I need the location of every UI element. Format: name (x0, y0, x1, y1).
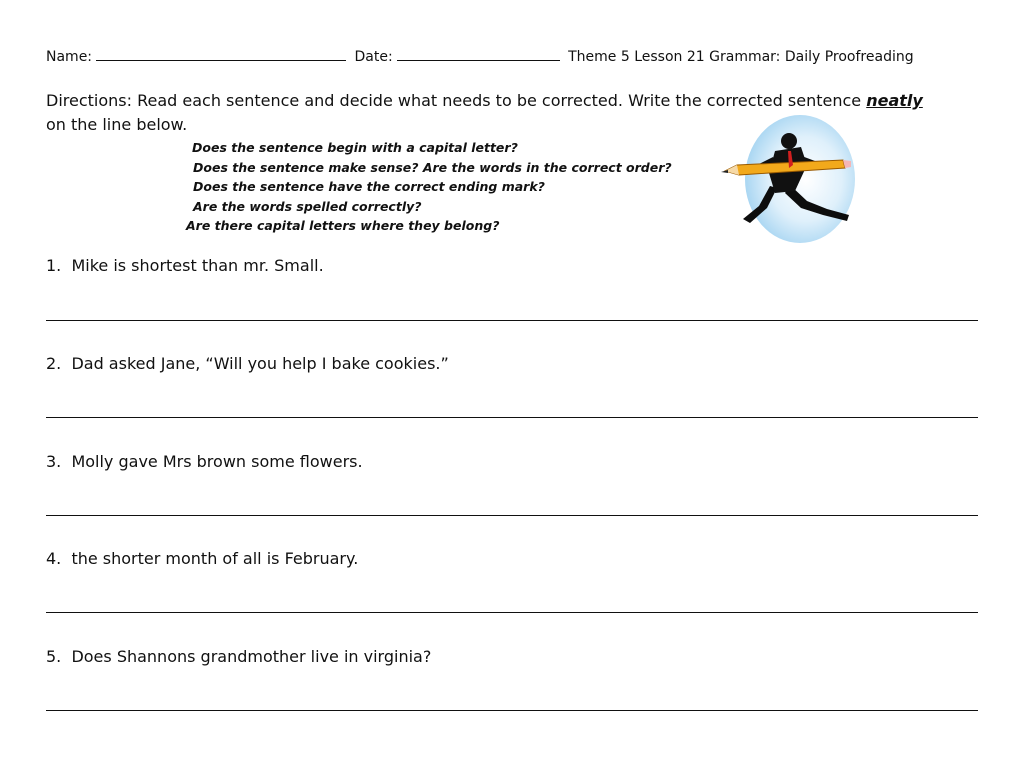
date-label: Date: (354, 49, 393, 65)
answer-line-3[interactable] (46, 515, 978, 516)
question-number: 3. (46, 452, 62, 471)
checklist-item: Are there capital letters where they belong? (186, 218, 500, 233)
proofreading-checklist (186, 138, 672, 236)
question-4 (46, 549, 358, 568)
question-number: 4. (46, 549, 62, 568)
question-2 (46, 354, 449, 373)
running-man-with-pencil-icon (715, 113, 860, 248)
question-text: Dad asked Jane, “Will you help I bake cookies.” (71, 354, 449, 373)
question-text: Mike is shortest than mr. Small. (71, 256, 324, 275)
answer-line-5[interactable] (46, 710, 978, 711)
checklist-item: Does the sentence begin with a capital letter? (192, 140, 518, 155)
checklist-item: Does the sentence make sense? Are the words in the correct order? (193, 159, 672, 175)
question-number: 2. (46, 354, 62, 373)
question-number: 5. (46, 647, 62, 666)
answer-line-4[interactable] (46, 612, 978, 613)
date-blank-line[interactable] (397, 46, 560, 61)
question-number: 1. (46, 256, 62, 275)
question-text: Molly gave Mrs brown some flowers. (71, 452, 363, 471)
worksheet-header (46, 46, 914, 65)
directions-text-end: on the line below. (46, 115, 188, 134)
worksheet-title: Theme 5 Lesson 21 Grammar: Daily Proofreading (568, 49, 914, 65)
question-text: the shorter month of all is February. (71, 549, 359, 568)
question-5 (46, 647, 431, 666)
checklist-item: Are the words spelled correctly? (193, 198, 422, 214)
name-label: Name: (46, 49, 93, 65)
answer-line-2[interactable] (46, 417, 978, 418)
directions-text: Directions: Read each sentence and decide what needs to be corrected. Write the corrected sentence (46, 91, 862, 110)
answer-line-1[interactable] (46, 320, 978, 321)
name-blank-line[interactable] (96, 46, 346, 61)
question-1 (46, 256, 324, 275)
directions-emphasis: neatly (866, 91, 923, 110)
checklist-item: Does the sentence have the correct ending mark? (193, 179, 545, 194)
question-3 (46, 452, 363, 471)
question-text: Does Shannons grandmother live in virginia? (71, 647, 432, 666)
